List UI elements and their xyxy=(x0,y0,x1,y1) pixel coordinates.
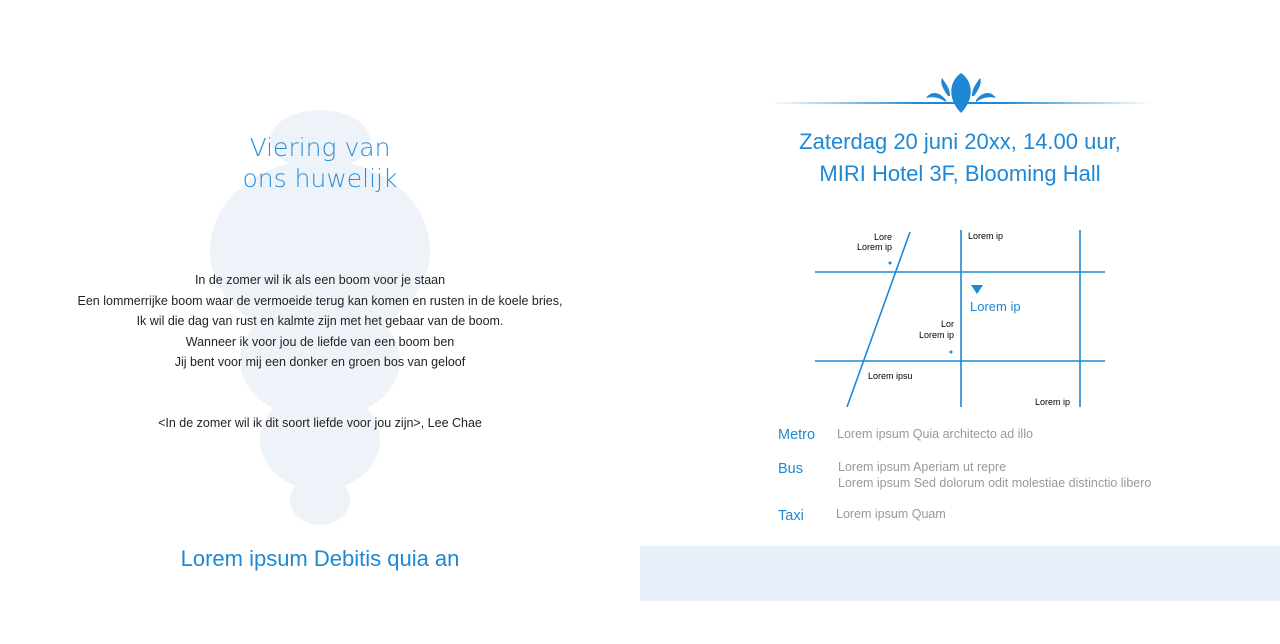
transport-label-taxi: Taxi xyxy=(778,508,804,524)
event-date: Zaterdag 20 juni 20xx, 14.00 uur, xyxy=(799,129,1121,154)
poem-line: Wanneer ik voor jou de liefde van een boom ben xyxy=(185,334,455,349)
invitation-title xyxy=(170,132,470,194)
map-label: Lor xyxy=(940,319,954,329)
map-label: Lorem ip xyxy=(856,242,892,252)
transport-label-metro: Metro xyxy=(778,427,816,443)
poem-line: Ik wil die dag van rust en kalmte zijn met het gebaar van de boom. xyxy=(136,314,504,328)
title-line-1: Viering van xyxy=(249,133,391,162)
divider-ornament-icon xyxy=(770,70,1152,115)
transport-label-bus: Bus xyxy=(778,461,803,477)
map-dot xyxy=(950,351,953,354)
poem-line: Een lommerrijke boom waar de vermoeide terug kan komen en rusten in de koele bries, xyxy=(77,293,563,308)
poem-line: In de zomer wil ik als een boom voor je staan xyxy=(194,273,446,287)
map-label: Lorem ip xyxy=(968,231,1004,241)
venue-label: Lorem ip xyxy=(970,299,1021,314)
map-label: Lorem ip xyxy=(1035,397,1071,407)
poem xyxy=(40,270,600,373)
transport-bus-text-1: Lorem ipsum Aperiam ut repre xyxy=(838,460,1007,474)
map-label: Lorem ip xyxy=(918,330,954,340)
transport-taxi-text: Lorem ipsum Quam xyxy=(836,507,946,521)
location-map xyxy=(810,225,1110,410)
map-dot xyxy=(889,262,892,265)
transport-metro-text: Lorem ipsum Quia architecto ad illo xyxy=(837,427,1033,441)
location-marker-icon xyxy=(971,285,983,294)
map-label: Lore xyxy=(873,232,892,242)
title-line-2: ons huwelijk xyxy=(242,164,398,193)
event-location: MIRI Hotel 3F, Blooming Hall xyxy=(819,161,1101,186)
event-date-location xyxy=(700,126,1220,190)
map-label: Lorem ipsu xyxy=(868,371,913,381)
footer-band xyxy=(640,546,1280,601)
left-footer-text: Lorem ipsum Debitis quia an xyxy=(180,546,460,571)
transport-info xyxy=(778,426,1228,536)
poem-citation: <In de zomer wil ik dit soort liefde voor jou zijn>, Lee Chae xyxy=(158,416,482,430)
transport-bus-text-2: Lorem ipsum Sed dolorum odit molestiae distinctio libero xyxy=(838,476,1152,490)
poem-line: Jij bent voor mij een donker en groen bos van geloof xyxy=(174,355,466,369)
